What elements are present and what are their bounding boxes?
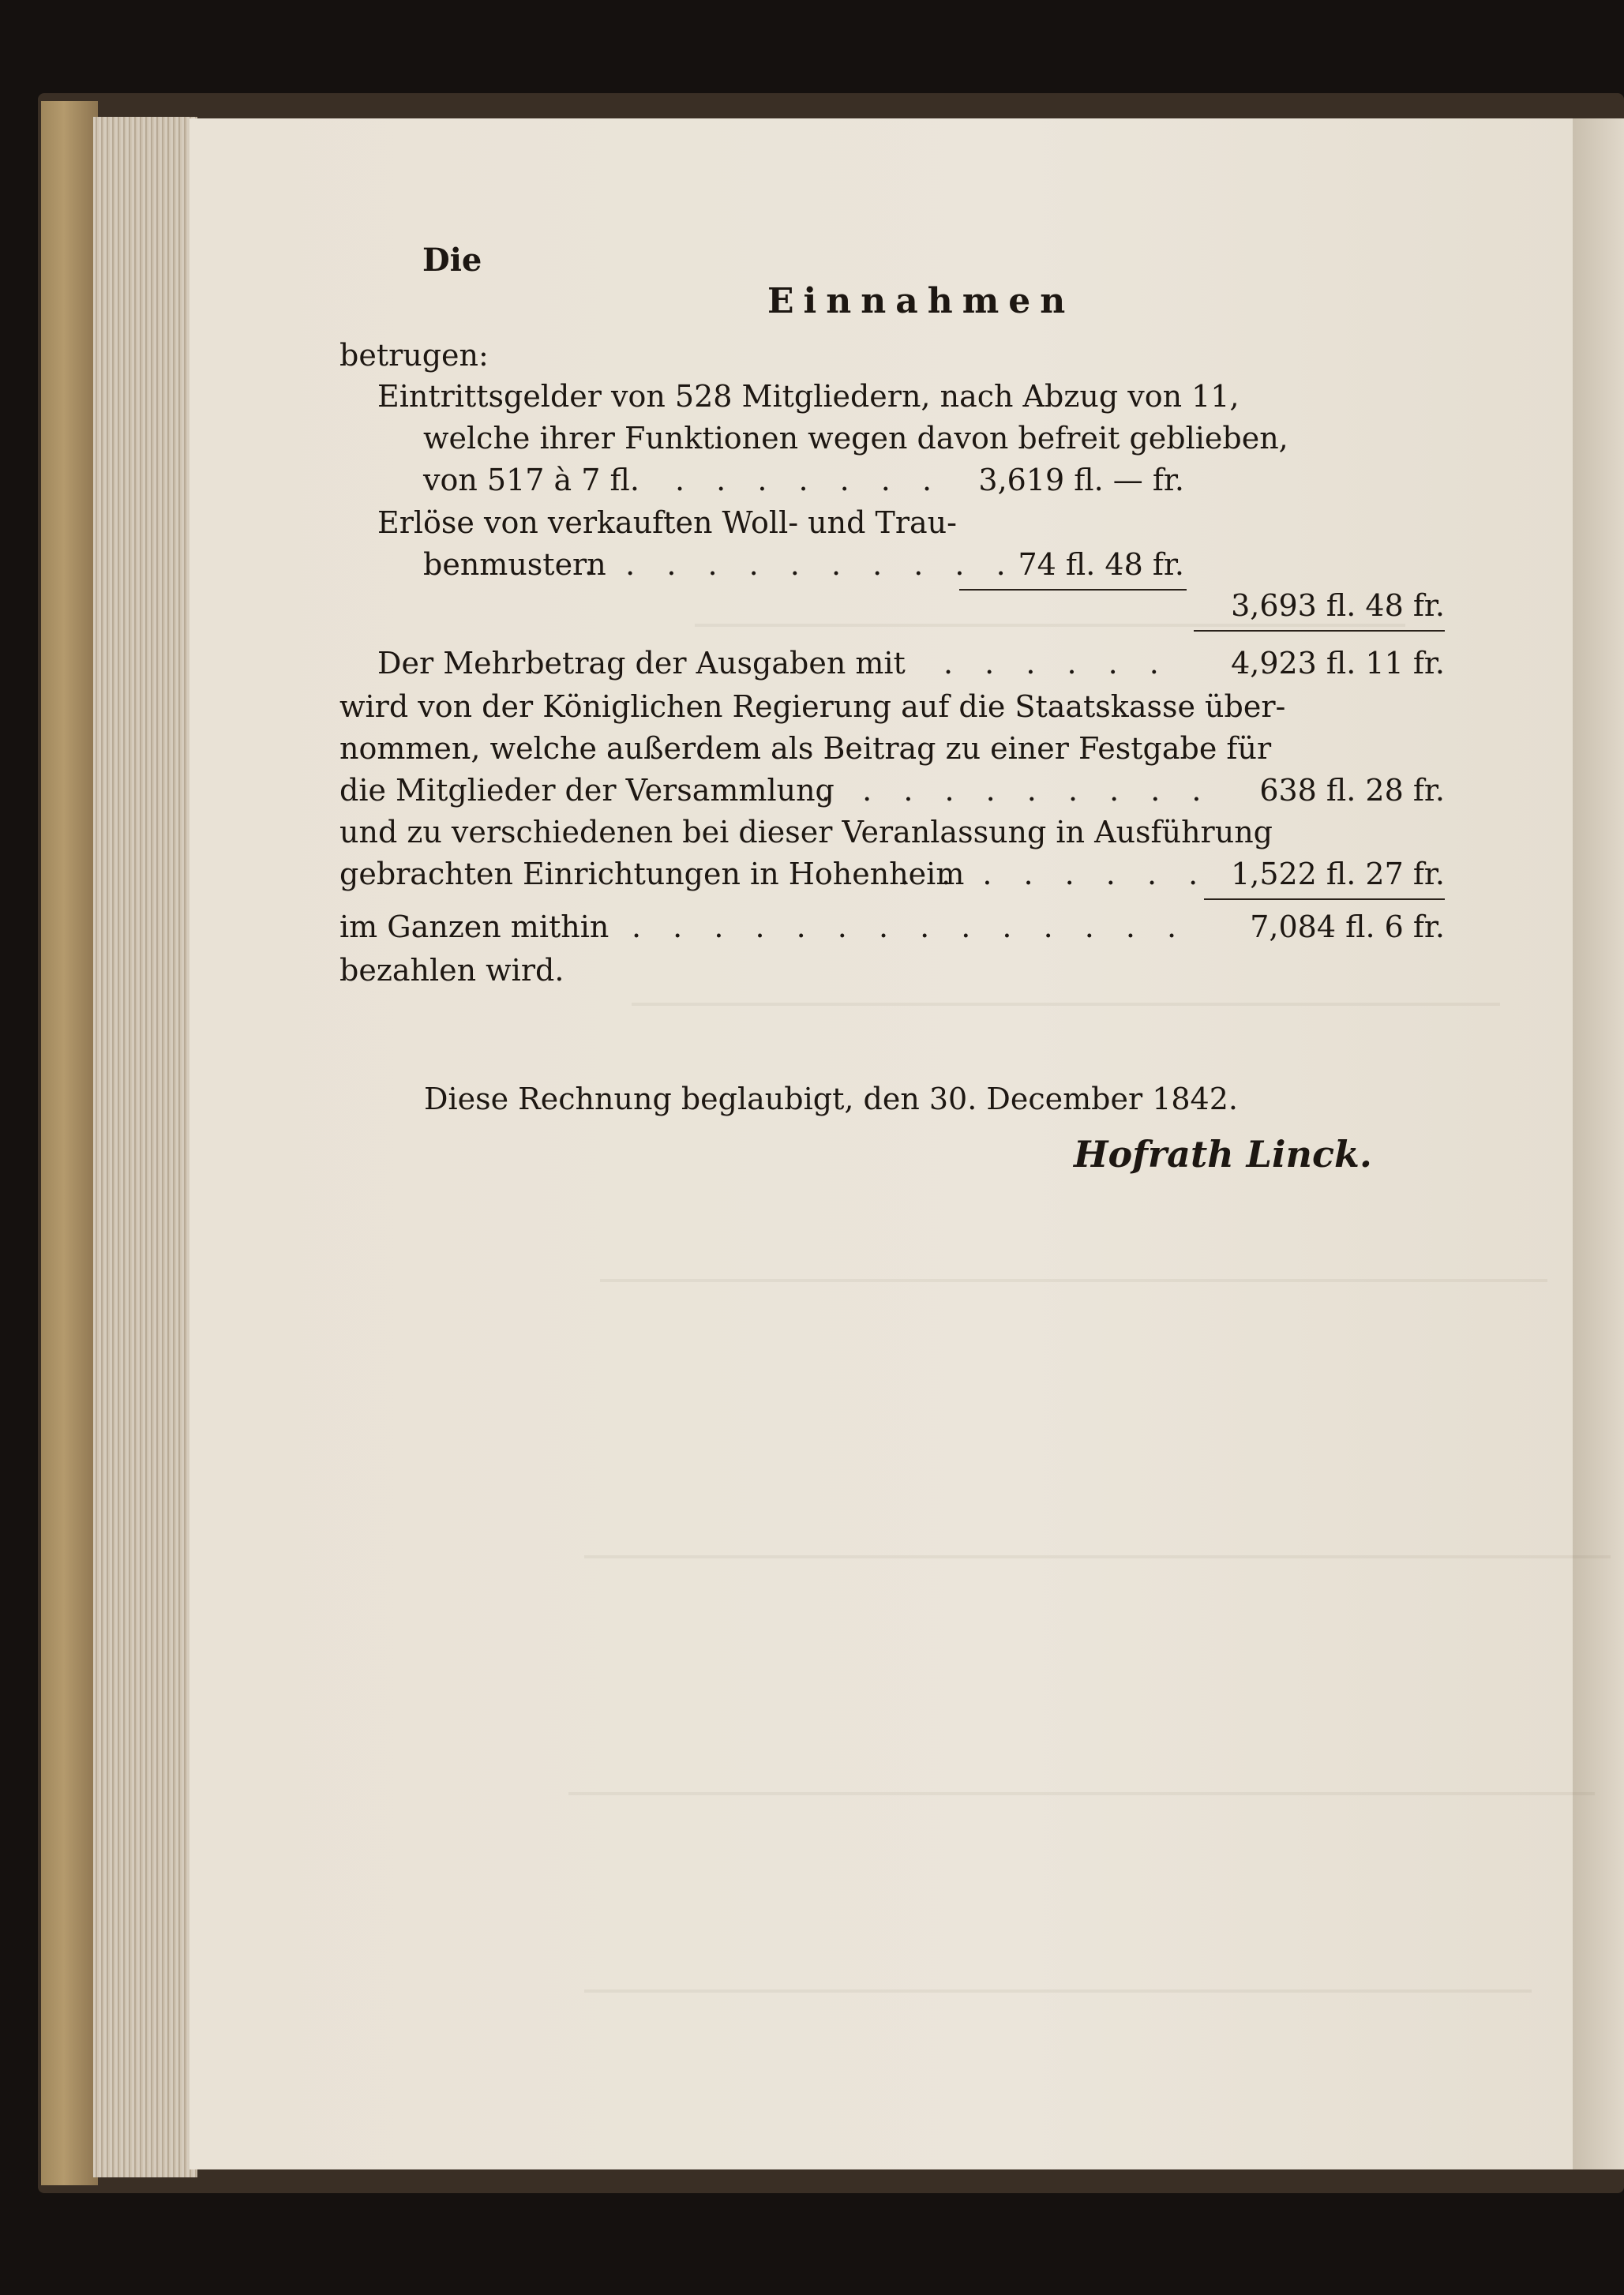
subtotal-underline xyxy=(1194,630,1445,632)
mehrbetrag-amount4: 638 fl. 28 fr. xyxy=(1259,773,1445,808)
item1-line1: Eintrittsgelder von 528 Mitgliedern, nach Abzug von 11, xyxy=(377,379,1240,414)
subtotal-rule xyxy=(959,589,1187,591)
item1-amount: 3,619 fl. — fr. xyxy=(978,463,1184,497)
mehrbetrag-line1: Der Mehrbetrag der Ausgaben mit xyxy=(377,646,906,681)
total-dots: . . . . . . . . . . . . . . xyxy=(632,909,1188,944)
page-edges xyxy=(93,117,197,2177)
total-rule xyxy=(1204,898,1445,900)
signature: Hofrath Linck. xyxy=(1074,1133,1372,1176)
mehrbetrag-dots4: . . . . . . . . . . xyxy=(821,773,1213,808)
mehrbetrag-line4: die Mitglieder der Versammlung xyxy=(339,773,835,808)
book-spine xyxy=(41,101,98,2185)
item2-amount: 74 fl. 48 fr. xyxy=(1018,547,1184,582)
betrugen-label: betrugen: xyxy=(339,338,489,373)
subtotal-amount: 3,693 fl. 48 fr. xyxy=(1231,588,1445,623)
item1-dots: . . . . . . . xyxy=(675,463,943,497)
item2-line2: benmustern xyxy=(423,547,606,582)
mehrbetrag-dots6: . . . . . . . . xyxy=(900,857,1210,891)
mehrbetrag-amount6: 1,522 fl. 27 fr. xyxy=(1231,857,1445,891)
total-amount: 7,084 fl. 6 fr. xyxy=(1250,909,1445,944)
item1-line2: welche ihrer Funktionen wegen davon befreit geblieben, xyxy=(423,421,1288,456)
item1-line3: von 517 à 7 fl. xyxy=(423,463,639,497)
mehrbetrag-line3: nommen, welche außerdem als Beitrag zu einer Festgabe für xyxy=(339,731,1272,766)
mehrbetrag-dots: . . . . . . xyxy=(943,646,1170,681)
die-word: Die xyxy=(422,242,482,279)
item2-line1: Erlöse von verkauften Woll- und Trau- xyxy=(377,505,957,540)
attestation: Diese Rechnung beglaubigt, den 30. December 1842. xyxy=(424,1082,1238,1116)
total-line2: bezahlen wird. xyxy=(339,953,564,988)
item2-dots: . . . . . . . . . . . xyxy=(584,547,1017,582)
mehrbetrag-line6: gebrachten Einrichtungen in Hohenheim xyxy=(339,857,965,891)
mehrbetrag-line5: und zu verschiedenen bei dieser Veranlassung in Ausführung xyxy=(339,815,1273,849)
mehrbetrag-line2: wird von der Königlichen Regierung auf die Staatskasse über- xyxy=(339,689,1286,724)
mehrbetrag-amount: 4,923 fl. 11 fr. xyxy=(1231,646,1445,681)
heading-einnahmen: Einnahmen xyxy=(767,281,1075,321)
total-line1: im Ganzen mithin xyxy=(339,909,609,944)
